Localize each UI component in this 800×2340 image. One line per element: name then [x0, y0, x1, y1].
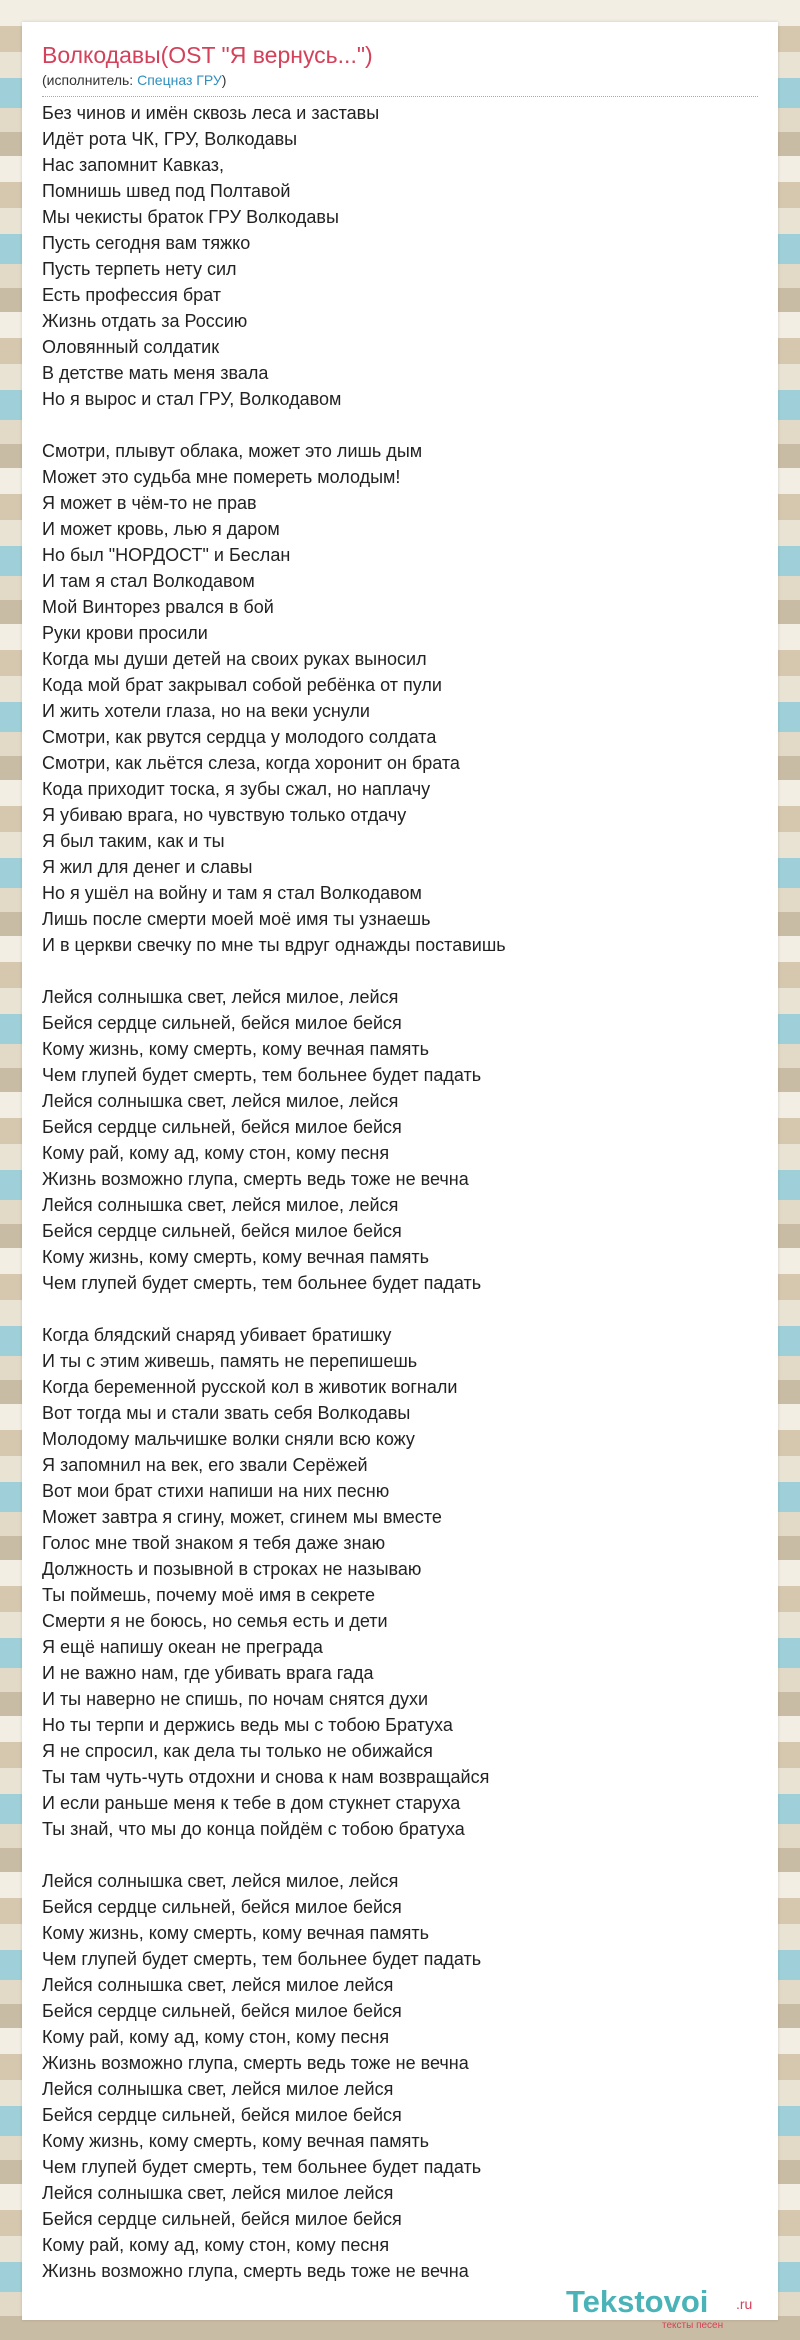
- lyric-line: Но был "НОРДОСТ" и Беслан: [42, 545, 291, 565]
- lyric-line: Лейся солнышка свет, лейся милое лейся: [42, 2079, 394, 2099]
- lyric-line: Когда блядский снаряд убивает братишку: [42, 1325, 392, 1345]
- lyric-line: Чем глупей будет смерть, тем больнее будет падать: [42, 1273, 482, 1293]
- lyrics-card: [22, 22, 778, 2331]
- lyric-line: Должность и позывной в строках не называю: [42, 1559, 422, 1579]
- logo-domain: .ru: [736, 2296, 753, 2312]
- logo-tagline: тексты песен: [662, 2320, 724, 2331]
- lyric-line: Голос мне твой знаком я тебя даже знаю: [42, 1533, 386, 1553]
- lyric-line: Без чинов и имён сквозь леса и заставы: [42, 103, 380, 123]
- lyric-line: Смерти я не боюсь, но семья есть и дети: [42, 1611, 388, 1631]
- artist-link[interactable]: Спецназ ГРУ: [137, 72, 222, 88]
- lyric-line: Жизнь возможно глупа, смерть ведь тоже не вечна: [42, 1169, 469, 1189]
- lyric-line: Лейся солнышка свет, лейся милое лейся: [42, 1975, 394, 1995]
- lyric-line: Бейся сердце сильней, бейся милое бейся: [42, 2001, 402, 2021]
- lyrics-stanza: [42, 984, 758, 1296]
- lyric-line: Бейся сердце сильней, бейся милое бейся: [42, 2209, 402, 2229]
- site-logo[interactable]: [566, 2284, 766, 2338]
- lyric-line: Помнишь швед под Полтавой: [42, 181, 291, 201]
- lyric-line: Я запомнил на век, его звали Серёжей: [42, 1455, 368, 1475]
- lyric-line: Нас запомнит Кавказ,: [42, 155, 225, 175]
- lyric-line: Лишь после смерти моей моё имя ты узнаешь: [42, 909, 431, 929]
- lyric-line: И ты с этим живешь, память не перепишешь: [42, 1351, 418, 1371]
- lyric-line: Но я ушёл на войну и там я стал Волкодавом: [42, 883, 422, 903]
- lyric-line: Ты там чуть-чуть отдохни и снова к нам возвращайся: [42, 1767, 490, 1787]
- lyric-line: Жизнь возможно глупа, смерть ведь тоже не вечна: [42, 2261, 469, 2281]
- lyrics-stanza: [42, 438, 758, 958]
- lyric-line: Бейся сердце сильней, бейся милое бейся: [42, 1013, 402, 1033]
- artist-line: [42, 70, 226, 90]
- lyric-line: Лейся солнышка свет, лейся милое, лейся: [42, 1195, 399, 1215]
- lyric-line: Когда мы души детей на своих руках выносил: [42, 649, 427, 669]
- lyric-line: И ты наверно не спишь, по ночам снятся духи: [42, 1689, 429, 1709]
- lyric-line: Смотри, плывут облака, может это лишь дым: [42, 441, 423, 461]
- lyric-line: Пусть терпеть нету сил: [42, 259, 237, 279]
- lyric-line: Ты поймешь, почему моё имя в секрете: [42, 1585, 375, 1605]
- artist-suffix: ): [221, 72, 227, 88]
- lyric-line: Смотри, как рвутся сердца у молодого солдата: [42, 727, 437, 747]
- lyric-line: Мой Винторез рвался в бой: [42, 597, 274, 617]
- lyric-line: Бейся сердце сильней, бейся милое бейся: [42, 2105, 402, 2125]
- lyric-line: Я ещё напишу океан не преграда: [42, 1637, 323, 1657]
- lyrics-stanza: [42, 1868, 758, 2284]
- lyric-line: Кода мой брат закрывал собой ребёнка от пули: [42, 675, 442, 695]
- lyric-line: Но я вырос и стал ГРУ, Волкодавом: [42, 389, 342, 409]
- lyric-line: Я не спросил, как дела ты только не обижайся: [42, 1741, 433, 1761]
- lyrics-text: [42, 100, 758, 2310]
- lyric-line: Кому рай, кому ад, кому стон, кому песня: [42, 1143, 390, 1163]
- lyric-line: Я жил для денег и славы: [42, 857, 253, 877]
- lyric-line: Молодому мальчишке волки сняли всю кожу: [42, 1429, 415, 1449]
- lyric-line: И в церкви свечку по мне ты вдруг однажды поставишь: [42, 935, 506, 955]
- logo-wordmark: Tekstovoi: [566, 2284, 709, 2319]
- lyric-line: Может завтра я сгину, может, сгинем мы вместе: [42, 1507, 442, 1527]
- lyric-line: Смотри, как льётся слеза, когда хоронит он брата: [42, 753, 460, 773]
- lyric-line: И жить хотели глаза, но на веки уснули: [42, 701, 370, 721]
- lyric-line: И там я стал Волкодавом: [42, 571, 255, 591]
- lyric-line: Руки крови просили: [42, 623, 208, 643]
- lyric-line: Кому жизнь, кому смерть, кому вечная память: [42, 1923, 430, 1943]
- lyrics-stanza: [42, 1322, 758, 1842]
- lyric-line: Кому жизнь, кому смерть, кому вечная память: [42, 2131, 430, 2151]
- song-title: Волкодавы(OST "Я вернусь..."): [42, 42, 373, 68]
- lyric-line: Лейся солнышка свет, лейся милое лейся: [42, 2183, 394, 2203]
- lyric-line: Чем глупей будет смерть, тем больнее будет падать: [42, 2157, 482, 2177]
- lyric-line: Есть профессия брат: [42, 285, 221, 305]
- lyric-line: Пусть сегодня вам тяжко: [42, 233, 251, 253]
- lyric-line: Бейся сердце сильней, бейся милое бейся: [42, 1117, 402, 1137]
- lyric-line: И может кровь, лью я даром: [42, 519, 280, 539]
- lyric-line: Кода приходит тоска, я зубы сжал, но наплачу: [42, 779, 431, 799]
- title-divider: [42, 96, 758, 97]
- lyric-line: Идёт рота ЧК, ГРУ, Волкодавы: [42, 129, 298, 149]
- lyric-line: Жизнь возможно глупа, смерть ведь тоже не вечна: [42, 2053, 469, 2073]
- lyric-line: Кому жизнь, кому смерть, кому вечная память: [42, 1039, 430, 1059]
- lyric-line: Бейся сердце сильней, бейся милое бейся: [42, 1221, 402, 1241]
- lyric-line: Я убиваю врага, но чувствую только отдачу: [42, 805, 407, 825]
- lyric-line: Может это судьба мне помереть молодым!: [42, 467, 401, 487]
- lyric-line: Кому рай, кому ад, кому стон, кому песня: [42, 2235, 390, 2255]
- lyric-line: Оловянный солдатик: [42, 337, 220, 357]
- lyric-line: Кому жизнь, кому смерть, кому вечная память: [42, 1247, 430, 1267]
- lyric-line: Мы чекисты браток ГРУ Волкодавы: [42, 207, 339, 227]
- lyric-line: Кому рай, кому ад, кому стон, кому песня: [42, 2027, 390, 2047]
- lyric-line: Я может в чём-то не прав: [42, 493, 257, 513]
- lyric-line: И не важно нам, где убивать врага гада: [42, 1663, 374, 1683]
- lyric-line: Лейся солнышка свет, лейся милое, лейся: [42, 1871, 399, 1891]
- lyric-line: Бейся сердце сильней, бейся милое бейся: [42, 1897, 402, 1917]
- lyric-line: Чем глупей будет смерть, тем больнее будет падать: [42, 1949, 482, 1969]
- lyric-line: Я был таким, как и ты: [42, 831, 225, 851]
- lyric-line: Жизнь отдать за Россию: [42, 311, 248, 331]
- lyric-line: Лейся солнышка свет, лейся милое, лейся: [42, 987, 399, 1007]
- lyric-line: Лейся солнышка свет, лейся милое, лейся: [42, 1091, 399, 1111]
- lyric-line: Вот тогда мы и стали звать себя Волкодавы: [42, 1403, 411, 1423]
- lyrics-stanza: [42, 100, 758, 412]
- lyric-line: Но ты терпи и держись ведь мы с тобою Братуха: [42, 1715, 453, 1735]
- lyric-line: Ты знай, что мы до конца пойдём с тобою братуха: [42, 1819, 465, 1839]
- artist-prefix: (исполнитель:: [42, 72, 138, 88]
- lyric-line: И если раньше меня к тебе в дом стукнет старуха: [42, 1793, 461, 1813]
- lyric-line: Вот мои брат стихи напиши на них песню: [42, 1481, 390, 1501]
- lyric-line: Когда беременной русской кол в животик вогнали: [42, 1377, 458, 1397]
- lyric-line: Чем глупей будет смерть, тем больнее будет падать: [42, 1065, 482, 1085]
- lyric-line: В детстве мать меня звала: [42, 363, 269, 383]
